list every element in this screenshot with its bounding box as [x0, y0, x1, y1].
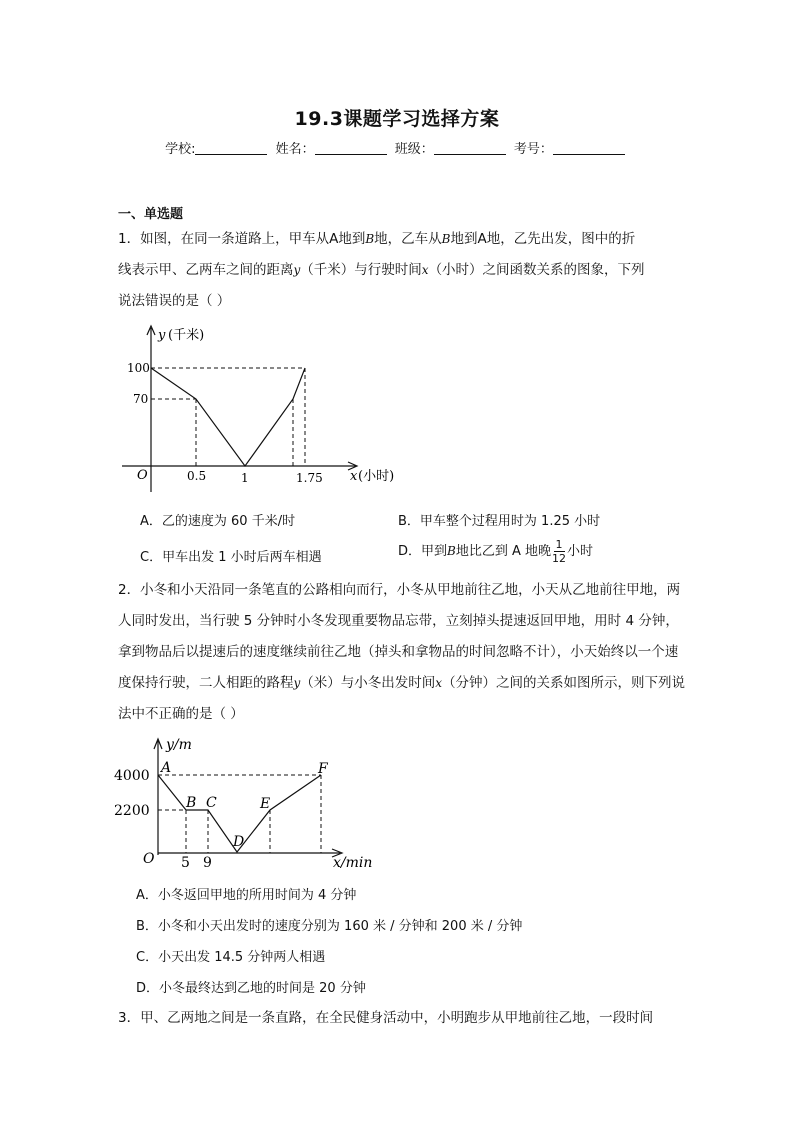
- school-label: 学校:: [165, 142, 196, 157]
- q1-option-d-c: 地比乙到 A 地晚: [455, 544, 552, 559]
- q2-text-a: 2．小冬和小天沿同一条笔直的公路相向而行，小冬从甲地前往乙地，小天从乙地前往甲地，两人同时发出，当行驶 5 分钟时小冬发现重要物品忘带，立刻掉头提速返回甲地，用时 4 分钟，拿到物品后以提速后的速度继续前往乙地（掉头和拿物品的时间忽略不计），小天始终以一个速度保持行驶，二人相距的路程: [118, 582, 681, 691]
- q1-xtick-1-75: 1.75: [296, 471, 323, 485]
- class-label: 班级：: [394, 142, 434, 157]
- exam-no-label: 考号：: [513, 142, 553, 157]
- q1-line2-b: （千米）与行驶时间: [300, 262, 422, 278]
- q1-var-b: B: [365, 232, 375, 246]
- q2-xtick-9: 9: [203, 855, 212, 870]
- q1-y-unit: (千米): [168, 328, 205, 343]
- q2-var-y: y: [293, 676, 301, 690]
- q2-point-c: C: [206, 795, 217, 811]
- q2-point-a: A: [161, 760, 172, 776]
- q1-line3: 说法错误的是（ ）: [118, 293, 231, 309]
- q1-x-label: x: [350, 469, 358, 484]
- q1-line1: 1．如图，在同一条道路上，甲车从A地到: [118, 231, 366, 247]
- school-blank: [195, 142, 267, 155]
- q2-xtick-5: 5: [181, 855, 190, 870]
- fraction-numerator: 1: [555, 538, 563, 551]
- q2-point-e: E: [260, 796, 271, 812]
- q2-origin: O: [143, 851, 155, 867]
- page-title: 19.3课题学习选择方案: [294, 108, 500, 130]
- question-2-text: [118, 575, 690, 730]
- q1-option-d-var-b: B: [447, 544, 456, 558]
- section-heading: 一、单选题: [118, 207, 184, 222]
- q1-ytick-70: 70: [133, 392, 149, 406]
- question-3-text: 3．甲、乙两地之间是一条直路，在全民健身活动中，小明跑步从甲地前往乙地，一段时间: [118, 1010, 654, 1026]
- name-label: 姓名：: [275, 142, 315, 157]
- q1-option-a[interactable]: A．乙的速度为 60 千米/时: [140, 514, 296, 529]
- q2-option-d[interactable]: D．小冬最终达到乙地的时间是 20 分钟: [136, 981, 366, 996]
- question-1-text: [118, 224, 690, 317]
- q2-option-a[interactable]: A．小冬返回甲地的所用时间为 4 分钟: [136, 888, 357, 903]
- q1-xtick-1: 1: [241, 471, 249, 485]
- q1-origin: O: [137, 468, 148, 483]
- q1-line2-a: 线表示甲、乙两车之间的距离: [118, 262, 294, 278]
- fraction-denominator: 12: [552, 552, 567, 565]
- q1-line1-c: 地，乙车从: [374, 231, 442, 247]
- q2-var-x: x: [435, 676, 443, 690]
- q1-option-d[interactable]: [398, 538, 593, 565]
- q2-point-b: B: [186, 795, 197, 811]
- q1-option-b[interactable]: B．甲车整个过程用时为 1.25 小时: [398, 514, 601, 529]
- q1-ytick-100: 100: [127, 361, 150, 375]
- q1-y-label: y: [158, 328, 166, 343]
- q1-line2-c: （小时）之间函数关系的图象，下列: [428, 262, 645, 278]
- q2-ytick-2200: 2200: [114, 803, 150, 819]
- q1-x-unit: (小时): [358, 469, 395, 484]
- q2-text-b: （米）与小冬出发时间: [300, 675, 436, 691]
- q2-point-d: D: [233, 834, 245, 850]
- q1-option-d-d: 小时: [567, 544, 594, 559]
- q2-x-label: x/min: [333, 855, 373, 870]
- q1-var-b2: B: [441, 232, 451, 246]
- q1-option-d-fraction: [552, 538, 566, 565]
- exam-no-blank: [553, 142, 625, 155]
- q1-line1-e: 地到A地，乙先出发，图中的折: [450, 231, 636, 247]
- q2-ytick-4000: 4000: [114, 768, 150, 784]
- q1-option-d-a: D．甲到: [398, 544, 448, 559]
- q1-var-x: x: [421, 263, 429, 277]
- q1-xtick-0-5: 0.5: [187, 469, 207, 483]
- q2-point-f: F: [318, 761, 328, 777]
- q2-option-b[interactable]: B．小冬和小天出发时的速度分别为 160 米 / 分钟和 200 米 / 分钟: [136, 919, 523, 934]
- class-blank: [434, 142, 506, 155]
- q2-y-label: y/m: [166, 737, 192, 753]
- q2-option-c[interactable]: C．小天出发 14.5 分钟两人相遇: [136, 950, 326, 965]
- q1-distance-line: [151, 368, 305, 466]
- student-info-line: [0, 138, 794, 157]
- q2-graph: [114, 735, 384, 870]
- q1-option-c[interactable]: C．甲车出发 1 小时后两车相遇: [140, 550, 322, 565]
- name-blank: [315, 142, 387, 155]
- q1-graph: [110, 322, 410, 492]
- q1-var-y: y: [293, 263, 301, 277]
- q2-text-c: （分钟）之间的关系如图所示，则下列说法中不正确的是（ ）: [118, 675, 686, 722]
